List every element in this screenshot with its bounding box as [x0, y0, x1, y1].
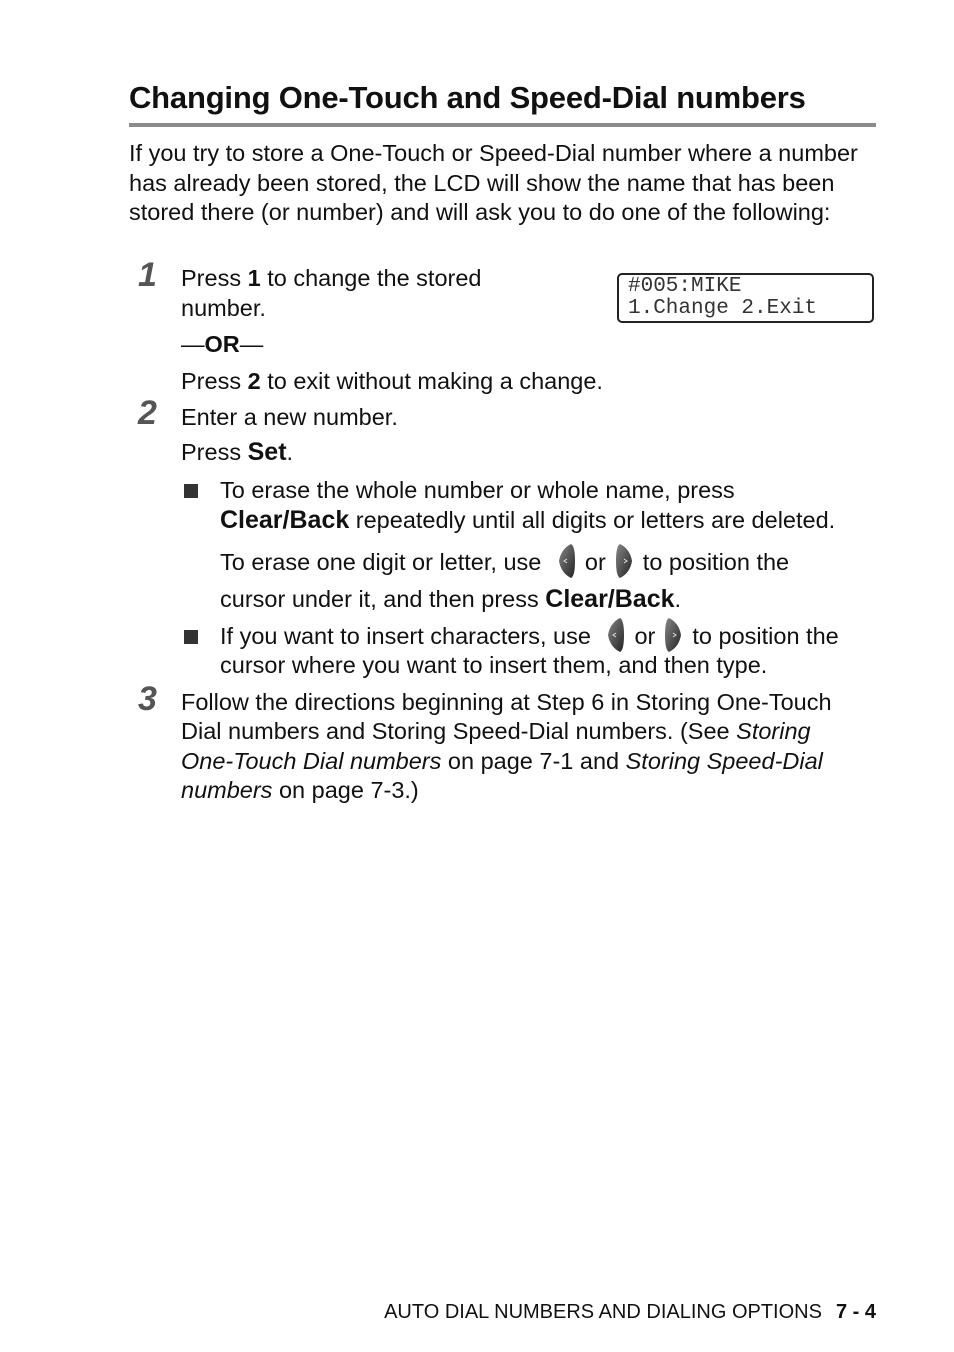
- right-arrow-key-icon: [664, 617, 683, 653]
- bullet-marker: [184, 484, 198, 498]
- bullet-marker: [184, 630, 198, 644]
- set-key: Set: [247, 438, 287, 466]
- bullet1-line1: To erase the whole number or whole name, press: [220, 477, 735, 503]
- right-arrow-key-icon: [615, 543, 634, 579]
- step2-line2: Press Set.: [181, 438, 294, 466]
- or-separator: —OR—: [181, 331, 264, 357]
- left-arrow-key-icon: [557, 543, 576, 579]
- bullet2-line2: cursor where you want to insert them, and then type.: [220, 652, 768, 678]
- footer-section-title: AUTO DIAL NUMBERS AND DIALING OPTIONS: [384, 1301, 822, 1323]
- title-rule: [129, 123, 876, 127]
- step3-line3: One-Touch Dial numbers on page 7-1 and Storing Speed-Dial: [181, 748, 823, 774]
- intro-paragraph: If you try to store a One-Touch or Speed-Dial number where a number has already been stored, the LCD will show the name that has been stored there (or number) and will ask you to do one of the following:: [129, 140, 858, 225]
- step1-alt-line: Press 2 to exit without making a change.: [181, 368, 603, 394]
- step-number-2: 2: [138, 394, 157, 432]
- step-number-1: 1: [138, 256, 157, 294]
- key-2: 2: [247, 368, 261, 394]
- bullet1-line3: To erase one digit or letter, use or to position the: [220, 548, 789, 579]
- step1-line1: Press 1 to change the stored: [181, 265, 482, 291]
- lcd-display: [617, 273, 874, 323]
- step3-line4: numbers on page 7-3.): [181, 777, 419, 803]
- bullet1-line2: Clear/Back repeatedly until all digits or letters are deleted.: [220, 506, 836, 534]
- lcd-line-2: 1.Change 2.Exit: [628, 297, 818, 320]
- page-title: Changing One-Touch and Speed-Dial numbers: [129, 80, 806, 115]
- step-number-3: 3: [138, 680, 157, 718]
- page-footer: [0, 1301, 876, 1324]
- page-number: 7 - 4: [835, 1301, 876, 1323]
- bullet2-line1: If you want to insert characters, use or to position the: [220, 622, 839, 653]
- step1-line2: number.: [181, 295, 266, 321]
- bullet1-line4: cursor under it, and then press Clear/Back.: [220, 585, 682, 613]
- clear-back-key: Clear/Back: [545, 585, 675, 613]
- step2-line1: Enter a new number.: [181, 404, 398, 430]
- step3-line2: Dial numbers and Storing Speed-Dial numbers. (See Storing: [181, 718, 811, 744]
- step3-line1: Follow the directions beginning at Step 6 in Storing One-Touch: [181, 689, 832, 715]
- left-arrow-key-icon: [606, 617, 625, 653]
- lcd-line-1: #005:MIKE: [628, 275, 742, 298]
- clear-back-key: Clear/Back: [220, 506, 350, 534]
- key-1: 1: [247, 265, 261, 291]
